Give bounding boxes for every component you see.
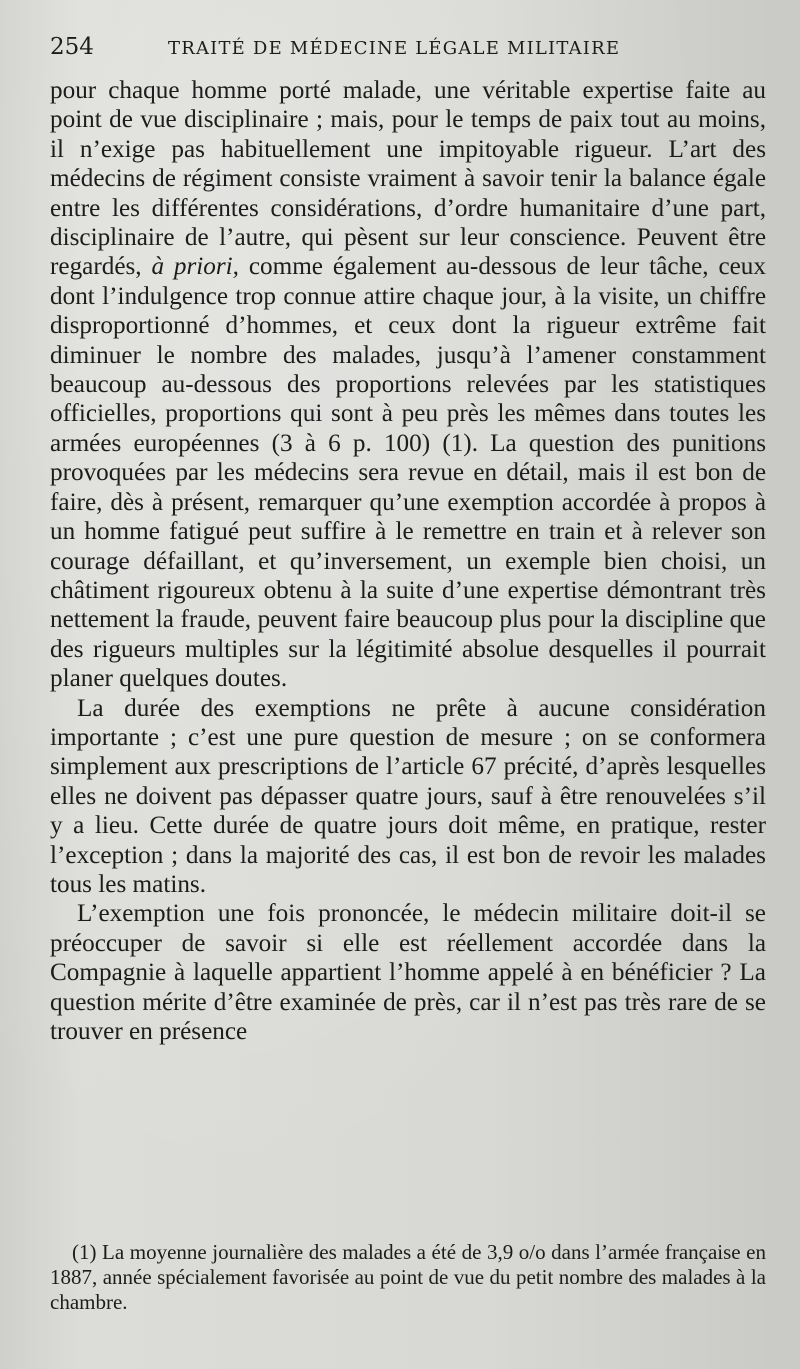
footnote-text: (1) La moyenne journalière des malades a été de 3,9 o/o dans l’armée française en 1887, année spécialement favorisée au point de vue du petit nombre des malades à la chambre. [50, 1240, 766, 1314]
page-number: 254 [50, 34, 94, 60]
body-text [50, 76, 766, 1046]
paragraph-1-part-b: comme également au-dessous de leur tâche, ceux dont l’indulgence trop connue attire chaque jour, à la visite, un chiffre disproportionné d’hommes, et ceux dont la rigueur extrême fait diminuer le nombre des malades, jusqu’à l’amener constamment beaucoup au-dessous des proportions relevées par les statistiques officielles, proportions qui sont à peu près les mêmes dans toutes les armées européennes (3 à 6 p. 100) (1). La question des punitions provoquées par les médecins sera revue en détail, mais il est bon de faire, dès à présent, remarquer qu’une exemption accordée à propos à un homme fatigué peut suffire à le remettre en train et à relever son courage défaillant, et qu’inversement, un exemple bien choisi, un châtiment rigoureux obtenu à la suite d’une expertise démontrant très nettement la fraude, peuvent faire beaucoup plus pour la discipline que des rigueurs multiples sur la légitimité absolue desquelles il pourrait planer quelques doutes. [50, 253, 766, 693]
footnote [50, 1240, 766, 1315]
running-head [50, 34, 766, 64]
paragraph-1-part-a: pour chaque homme porté malade, une véritable expertise faite au point de vue disciplinaire ; mais, pour le temps de paix tout au moins, il n’exige pas habituellement une impitoyable rigueur. L’art des médecins de régiment consiste vraiment à savoir tenir la balance égale entre les différentes considérations, d’ordre humanitaire d’une part, disciplinaire de l’autre, qui pèsent sur leur conscience. Peuvent être regardés, [50, 77, 766, 281]
paragraph-1-emphasis: à priori, [151, 253, 239, 281]
running-title: TRAITÉ DE MÉDECINE LÉGALE MILITAIRE [168, 38, 621, 59]
paragraph-3: L’exemption une fois prononcée, le médecin militaire doit-il se préoccuper de savoir si elle est réellement accordée dans la Compagnie à laquelle appartient l’homme appelé à en bénéficier ? La question mérite d’être examinée de près, car il n’est pas très rare de se trouver en présence [50, 900, 766, 1045]
paragraph-1 [50, 76, 766, 694]
paragraph-2: La durée des exemptions ne prête à aucune considération importante ; c’est une pure question de mesure ; on se conformera simplement aux prescriptions de l’article 67 précité, d’après lesquelles elles ne doivent pas dépasser quatre jours, sauf à être renouvelées s’il y a lieu. Cette durée de quatre jours doit même, en pratique, rester l’exception ; dans la majorité des cas, il est bon de revoir les malades tous les matins. [50, 694, 766, 898]
